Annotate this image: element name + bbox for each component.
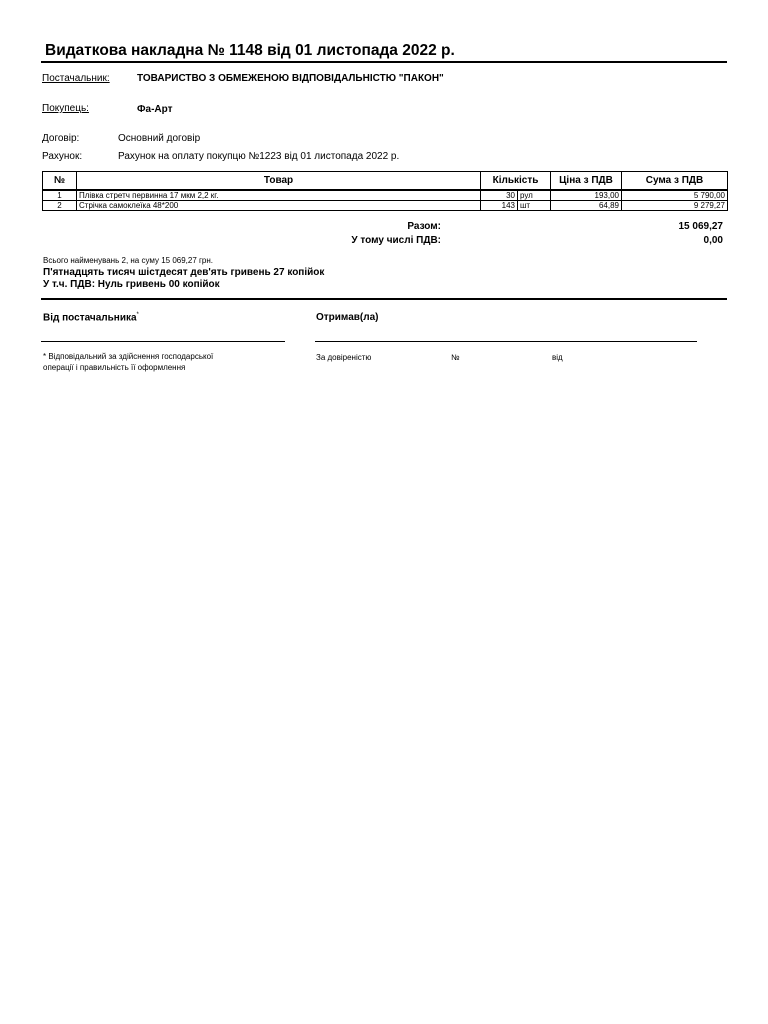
from-supplier-label	[43, 312, 139, 323]
cell-unit: рул	[518, 190, 551, 201]
col-header-sum: Сума з ПДВ	[622, 172, 728, 191]
invoice-label: Рахунок:	[42, 151, 83, 162]
cell-product: Плівка стретч первинна 17 мкм 2,2 кг.	[77, 190, 481, 201]
supplier-label: Постачальник:	[42, 73, 110, 84]
cell-sum: 5 790,00	[622, 190, 728, 201]
proxy-number-label: №	[451, 353, 460, 362]
vat-label: У тому числі ПДВ:	[351, 235, 441, 246]
col-header-quantity: Кількість	[481, 172, 551, 191]
col-header-price: Ціна з ПДВ	[551, 172, 622, 191]
supplier-signature-line	[41, 341, 285, 342]
invoice-value: Рахунок на оплату покупцю №1223 від 01 листопада 2022 р.	[118, 151, 400, 162]
vat-in-words: У т.ч. ПДВ: Нуль гривень 00 копійок	[43, 279, 220, 290]
total-value: 15 069,27	[678, 221, 723, 232]
summary-divider	[41, 298, 727, 300]
proxy-label: За довіреністю	[316, 353, 372, 362]
cell-unit: шт	[518, 201, 551, 211]
table-header-row	[43, 172, 728, 191]
cell-number: 1	[43, 190, 77, 201]
table-row	[43, 201, 728, 211]
supplier-value: ТОВАРИСТВО З ОБМЕЖЕНОЮ ВІДПОВІДАЛЬНІСТЮ "ПАКОН"	[137, 73, 444, 84]
cell-number: 2	[43, 201, 77, 211]
col-header-number: №	[43, 172, 77, 191]
items-summary: Всього найменувань 2, на суму 15 069,27 грн.	[43, 256, 214, 265]
document-title: Видаткова накладна № 1148 від 01 листопада 2022 р.	[45, 42, 455, 59]
from-supplier-text: Від постачальника	[43, 312, 137, 324]
cell-price: 64,89	[551, 201, 622, 211]
receiver-signature-line	[315, 341, 697, 342]
footnote-marker: *	[136, 312, 139, 318]
title-divider	[41, 61, 727, 63]
contract-label: Договір:	[42, 133, 80, 144]
cell-sum: 9 279,27	[622, 201, 728, 211]
footnote-line-2: операції і правильність її оформлення	[43, 363, 186, 372]
col-header-product: Товар	[77, 172, 481, 191]
proxy-date-label: від	[552, 353, 563, 362]
amount-in-words: П'ятнадцять тисяч шістдесят дев'ять гривень 27 копійок	[43, 267, 325, 278]
footnote-line-1: * Відповідальний за здійснення господарської	[43, 352, 214, 361]
cell-quantity: 143	[481, 201, 518, 211]
contract-value: Основний договір	[118, 133, 201, 144]
table-row	[43, 190, 728, 201]
buyer-label: Покупець:	[42, 103, 89, 114]
total-label: Разом:	[407, 221, 441, 232]
cell-product: Стрічка самоклеїка 48*200	[77, 201, 481, 211]
items-table	[42, 171, 728, 211]
received-label: Отримав(ла)	[316, 312, 379, 323]
cell-price: 193,00	[551, 190, 622, 201]
buyer-value: Фа-Арт	[137, 104, 173, 115]
vat-value: 0,00	[703, 235, 723, 246]
cell-quantity: 30	[481, 190, 518, 201]
